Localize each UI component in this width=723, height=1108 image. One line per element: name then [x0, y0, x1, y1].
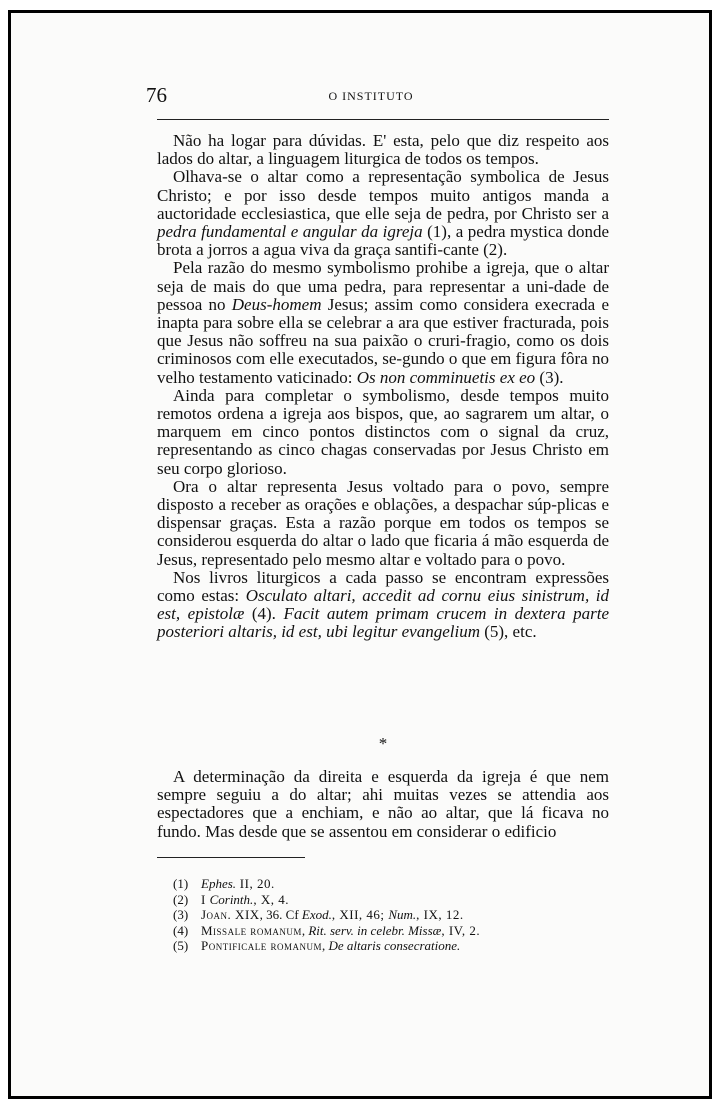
footnotes [173, 876, 593, 954]
section-text [157, 768, 609, 841]
section-paragraph: A determinação da direita e esquerda da igreja é que nem sempre seguiu a do altar; ahi muitas vezes se attendia aos espectadores que a enchiam, e não ao altar, que lá ficava no fundo. Mas desde que se assentou em considerar o edificio [157, 767, 609, 841]
footnote-3: (3) Joan. XIX, 36. Cf Exod., XII, 46; Num., IX, 12. [173, 907, 464, 923]
footnote-5: (5) Pontificale romanum, De altaris consecratione. [173, 938, 461, 954]
footnote-rule [157, 857, 305, 858]
paragraph-3: Pela razão do mesmo symbolismo prohibe a igreja, que o altar seja de mais do que uma pedra, para representar a uni-dade de pessoa no Deus-homem Jesus; assim como considera execrada e inapta para sobre ella se celebrar a ara que estiver fracturada, pois que Jesus não soffreu na sua paixão o cruri-fragio, como os dois criminosos com elle executados, se-gundo o que em figura fôra no velho testamento vaticinado: Os non comminuetis ex eo (3). [157, 258, 609, 387]
running-title: O INSTITUTO [328, 89, 414, 103]
section-separator: * [378, 734, 388, 753]
paragraph-2: Olhava-se o altar como a representação symbolica de Jesus Christo; e por isso desde tempos muito antigos manda a auctoridade ecclesiastica, que elle seja de pedra, por Christo ser a pedra fundamental e angular da igreja (1), a pedra mystica donde brota a jorros a agua viva da graça santifi-cante (2). [157, 167, 609, 260]
page-header [146, 80, 596, 110]
body-text [157, 132, 609, 642]
footnote-2: (2) I Corinth., X, 4. [173, 891, 289, 907]
footnote-1: (1) Ephes. II, 20. [173, 876, 275, 891]
paragraph-1: Não ha logar para dúvidas. E' esta, pelo que diz respeito aos lados do altar, a linguagem liturgica de todos os tempos. [157, 131, 609, 169]
footnote-4: (4) Missale romanum, Rit. serv. in celebr. Missæ, IV, 2. [173, 922, 481, 938]
paragraph-4: Ainda para completar o symbolismo, desde tempos muito remotos ordena a igreja aos bispos, que, ao sagrarem um altar, o marquem em cinco pontos distinctos com o signal da cruz, representando as cinco chagas conservadas por Jesus Christo em seu corpo glorioso. [157, 385, 609, 478]
paragraph-6: Nos livros liturgicos a cada passo se encontram expressões como estas: Osculato altari, accedit ad cornu eius sinistrum, id est, epistolæ (4). Facit autem primam crucem in dextera parte posteriori altaris, id est, ubi legitur evangelium (5), etc. [157, 567, 609, 642]
paragraph-5: Ora o altar representa Jesus voltado para o povo, sempre disposto a receber as orações e oblações, a despachar súp-plicas e dispensar graças. Esta a razão porque em todos os tempos se considerou esquerda do altar o lado que ficaria á mão esquerda de Jesus, representado pelo mesmo altar e voltado para o povo. [157, 476, 609, 569]
header-rule [157, 119, 609, 120]
page-number: 76 [146, 83, 167, 107]
